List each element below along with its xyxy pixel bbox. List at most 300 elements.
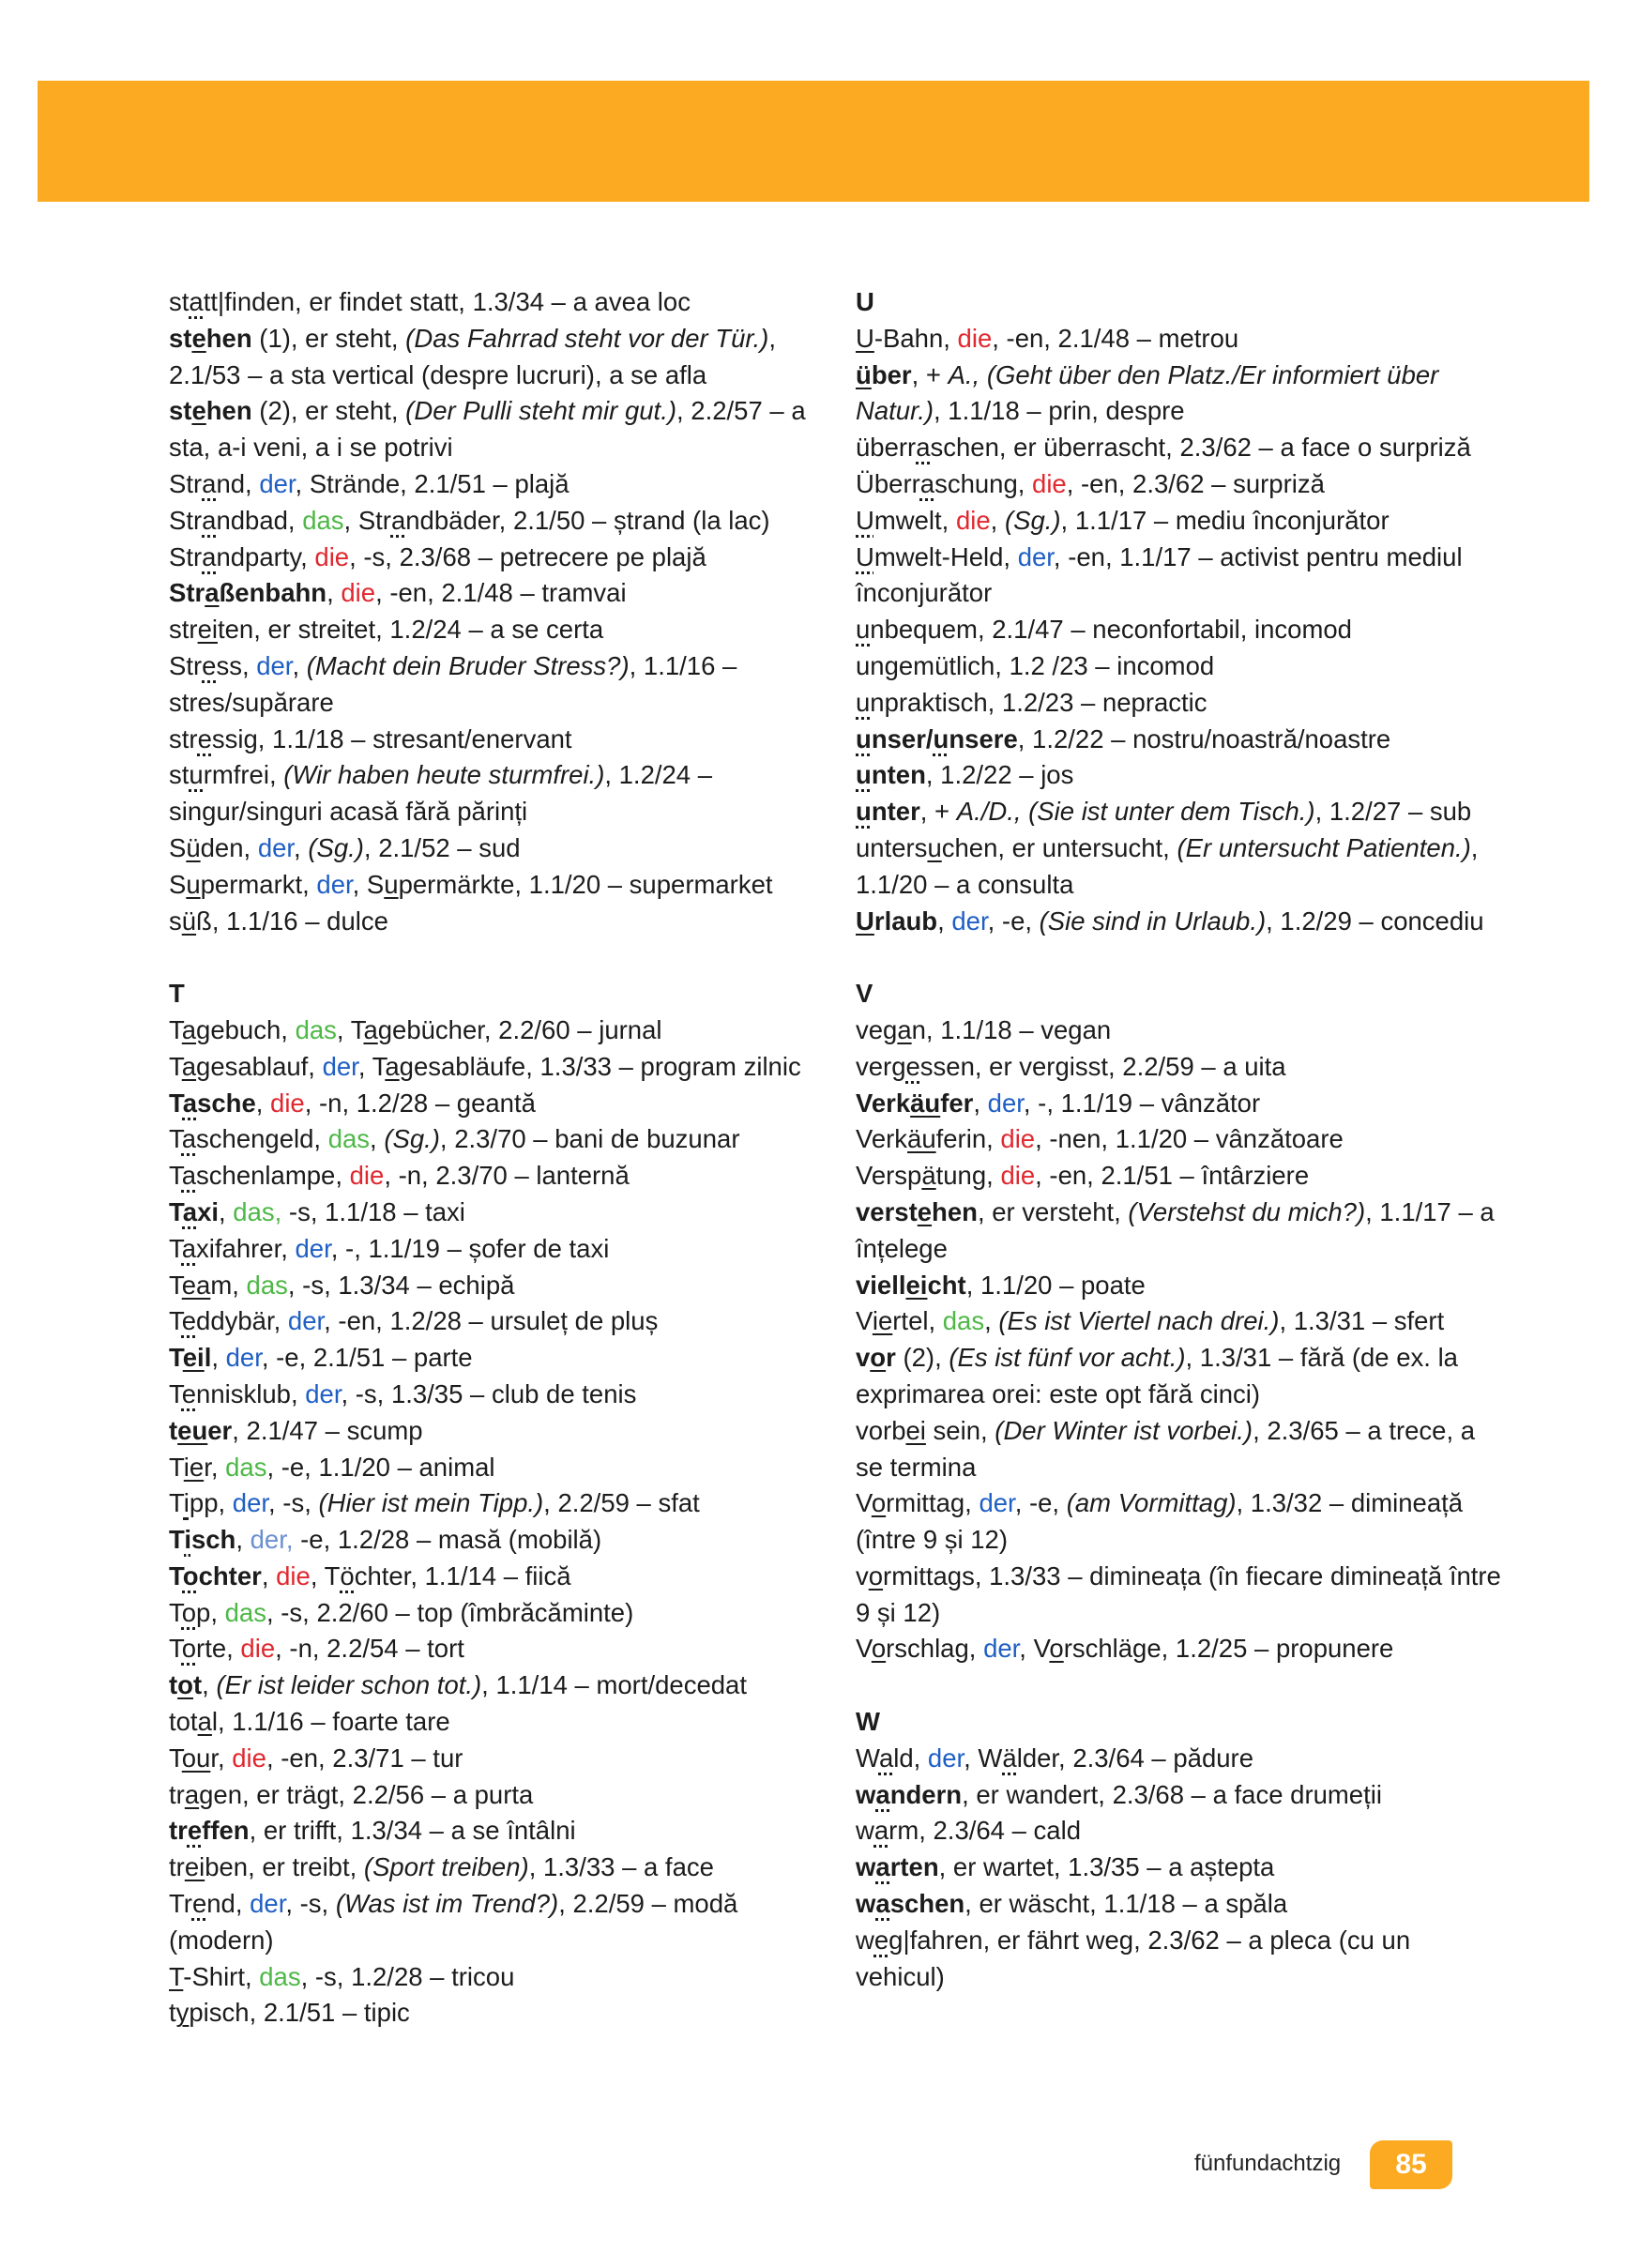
- entry-text: a: [181, 1051, 197, 1081]
- entry-text: e: [873, 1925, 889, 1955]
- glossary-entry: [856, 1559, 1503, 1632]
- entry-text: e: [917, 1196, 933, 1226]
- entry-text: a: [181, 1014, 197, 1044]
- entry-text: , 1.3/32 – dimineață (între 9 și 12): [856, 1488, 1464, 1555]
- entry-text: T: [169, 1452, 184, 1482]
- entry-text: ssig, 1.1/18 – stresant/enervant: [211, 723, 572, 753]
- entry-text: (Was ist im Trend?): [335, 1889, 559, 1919]
- entry-text: a: [182, 1196, 198, 1226]
- glossary-entry: [169, 503, 816, 540]
- entry-text: Verk: [856, 1124, 908, 1154]
- glossary-entry: [169, 830, 816, 867]
- entry-text: das: [942, 1306, 985, 1336]
- glossary-column-right: [856, 284, 1503, 2032]
- entry-text: , -en, 2.1/48 – metrou: [992, 323, 1239, 353]
- entry-text: T: [169, 1306, 182, 1336]
- entry-text: die: [232, 1743, 266, 1773]
- entry-text: u: [927, 832, 942, 862]
- entry-text: viell: [856, 1270, 906, 1300]
- entry-text: nnisklub,: [196, 1378, 306, 1408]
- entry-text: s: [169, 906, 182, 936]
- entry-text: o: [181, 1634, 197, 1664]
- entry-text: , 1.1/17 – mediu înconjurător: [1060, 505, 1390, 535]
- entry-text: , 2.2/59 – sfat: [543, 1488, 700, 1518]
- entry-text: ßenbahn: [219, 578, 327, 608]
- entry-text: , 1.1/16 – stres/supărare: [169, 650, 737, 717]
- glossary-entry: [856, 1303, 1503, 1340]
- glossary-entry: [169, 1595, 816, 1632]
- glossary-entry: [856, 1012, 1503, 1049]
- entry-text: pisch, 2.1/51 – tipic: [189, 1998, 410, 2028]
- entry-text: i: [184, 1525, 191, 1555]
- section-letter: T: [169, 979, 185, 1009]
- entry-text: ,: [235, 1525, 251, 1555]
- entry-text: ei: [182, 1343, 205, 1373]
- entry-text: ss,: [216, 650, 257, 680]
- glossary-entry: [169, 1195, 816, 1231]
- glossary-entry: [169, 284, 816, 321]
- entry-text: sch: [190, 1525, 236, 1555]
- entry-text: st: [169, 396, 192, 426]
- glossary-entry: [856, 722, 1503, 758]
- entry-text: rmittag,: [886, 1488, 980, 1518]
- entry-text: w: [856, 1816, 874, 1846]
- entry-text: , W: [964, 1743, 1003, 1773]
- entry-text: verg: [856, 1051, 906, 1081]
- entry-text: u: [856, 760, 872, 790]
- entry-text: Tr: [169, 1889, 192, 1919]
- entry-text: lder, 2.3/64 – pădure: [1016, 1743, 1253, 1773]
- entry-text: die: [314, 541, 350, 571]
- entry-text: , er wandert, 2.3/68 – a face drumeții: [962, 1779, 1382, 1809]
- entry-text: g|fahren, er fährt weg, 2.3/62 – a pleca (cu un vehicul): [856, 1925, 1411, 1991]
- entry-text: rschlag,: [886, 1634, 984, 1664]
- entry-text: n, 1.1/18 – vegan: [911, 1014, 1112, 1044]
- entry-text: -s, 1.1/18 – taxi: [281, 1196, 465, 1226]
- glossary-entry: [856, 466, 1503, 503]
- entry-text: w: [856, 1889, 876, 1919]
- entry-text: ü: [856, 359, 872, 389]
- entry-text: Versp: [856, 1161, 922, 1191]
- entry-text: u: [856, 615, 871, 645]
- entry-text: , 1.1/20 – a consulta: [856, 832, 1479, 899]
- entry-text: der: [983, 1634, 1020, 1664]
- entry-text: -e, 1.2/28 – masă (mobilă): [293, 1525, 602, 1555]
- glossary-entry: [856, 648, 1503, 685]
- entry-text: , 1.2/24 – singur/singuri acasă fără părinți: [169, 760, 713, 827]
- entry-text: die: [349, 1161, 385, 1191]
- entry-text: , -nen, 1.1/20 – vânzătoare: [1035, 1124, 1344, 1154]
- glossary-entry: [169, 612, 816, 648]
- entry-text: m,: [210, 1270, 247, 1300]
- entry-text: unters: [856, 832, 928, 862]
- entry-text: , -e, 1.1/20 – animal: [266, 1452, 495, 1482]
- entry-text: T: [169, 1124, 182, 1154]
- glossary-entry: [856, 830, 1503, 904]
- entry-text: U: [856, 541, 874, 571]
- entry-text: die: [276, 1560, 311, 1591]
- entry-text: , 1.3/31 – fără (de ex. la exprimarea orei: este opt fără cinci): [856, 1343, 1458, 1408]
- entry-text: (1), er steht,: [251, 323, 406, 353]
- entry-text: ,: [937, 906, 952, 936]
- entry-text: ber: [871, 359, 912, 389]
- entry-text: (2),: [895, 1343, 949, 1373]
- glossary-entry: [169, 648, 816, 722]
- entry-text: ie: [872, 1306, 893, 1336]
- entry-text: (2), er steht,: [251, 396, 406, 426]
- entry-text: fer: [940, 1088, 974, 1118]
- entry-text: (Sg.): [384, 1124, 440, 1154]
- glossary-entry: [856, 1849, 1503, 1886]
- entry-text: ei: [905, 1415, 926, 1445]
- glossary-entry: [169, 1049, 816, 1086]
- entry-text: t: [169, 1998, 176, 2028]
- entry-text: Str: [169, 505, 203, 535]
- entry-text: st: [169, 760, 190, 790]
- glossary-entry: [169, 1231, 816, 1268]
- entry-text: a: [181, 1233, 197, 1263]
- entry-text: r,: [204, 1452, 226, 1482]
- entry-text: ei: [184, 1852, 205, 1882]
- glossary-section: [856, 976, 1503, 1667]
- entry-text: die: [1000, 1161, 1036, 1191]
- entry-text: nbequem, 2.1/47 – neconfortabil, incomod: [870, 615, 1352, 645]
- entry-text: mwelt-Held,: [873, 541, 1018, 571]
- entry-text: rschläge, 1.2/25 – propunere: [1063, 1634, 1394, 1664]
- entry-text: a: [182, 1088, 198, 1118]
- glossary-entry: [169, 1413, 816, 1450]
- entry-text: gen, er trägt, 2.2/56 – a purta: [199, 1779, 534, 1809]
- glossary-entry: [856, 503, 1503, 540]
- entry-text: ö: [340, 1560, 355, 1591]
- glossary-entry: [856, 1777, 1503, 1814]
- entry-text: ffen: [202, 1816, 250, 1846]
- entry-text: , -en, 1.1/17 – activist pentru mediul înconjurător: [856, 541, 1463, 608]
- entry-text: T: [169, 1233, 182, 1263]
- entry-text: , 2.2/59 – modă (modern): [169, 1889, 738, 1955]
- entry-text: pp,: [189, 1488, 233, 1518]
- entry-text: nsere: [949, 723, 1018, 753]
- entry-text: , -e,: [1014, 1488, 1067, 1518]
- glossary-entry: [856, 1158, 1503, 1195]
- entry-text: (Wir haben heute sturmfrei.): [283, 760, 605, 790]
- glossary-entry: [856, 321, 1503, 358]
- entry-text: l: [204, 1343, 212, 1373]
- entry-text: nd,: [216, 468, 260, 498]
- entry-text: V: [856, 1634, 872, 1664]
- header-banner: [38, 81, 1589, 202]
- glossary-entry: [169, 1704, 816, 1741]
- entry-text: st: [169, 287, 190, 316]
- entry-text: , -, 1.1/19 – vânzător: [1023, 1088, 1261, 1118]
- entry-text: U: [856, 906, 874, 936]
- glossary-entry: [169, 1012, 816, 1049]
- glossary-entry: [856, 430, 1503, 466]
- entry-text: ben, er treibt,: [205, 1852, 364, 1882]
- entry-text: das: [259, 1961, 301, 1991]
- entry-text: ,: [370, 1124, 385, 1154]
- entry-text: nten: [871, 760, 926, 790]
- glossary-entry: [856, 1741, 1503, 1777]
- entry-text: gesabläufe, 1.3/33 – program zilnic: [399, 1051, 801, 1081]
- glossary-entry: [169, 1086, 816, 1122]
- entry-text: a: [181, 1161, 197, 1191]
- entry-text: U: [856, 505, 874, 535]
- entry-text: das: [246, 1270, 288, 1300]
- glossary-entry: [856, 612, 1503, 648]
- entry-text: e: [181, 1378, 197, 1408]
- entry-text: rte,: [196, 1634, 241, 1664]
- entry-text: u: [186, 869, 201, 899]
- entry-text: tung,: [935, 1161, 1001, 1191]
- entry-text: , -en, 2.1/51 – întârziere: [1035, 1161, 1310, 1191]
- entry-text: verst: [856, 1196, 918, 1226]
- entry-text: , 1.1/20 – poate: [965, 1270, 1146, 1300]
- entry-text: w: [856, 1925, 874, 1955]
- entry-text: rlaub: [873, 906, 938, 936]
- entry-text: nter: [871, 797, 920, 827]
- glossary-entry: [169, 1631, 816, 1667]
- entry-text: eu: [177, 1415, 208, 1445]
- entry-text: die: [270, 1088, 305, 1118]
- entry-text: S: [169, 869, 187, 899]
- entry-text: T: [169, 1196, 183, 1226]
- entry-text: S: [169, 832, 187, 862]
- glossary-entry: [169, 466, 816, 503]
- entry-text: , 2.1/53 – a sta vertical (despre lucruri), a se afla: [169, 323, 776, 389]
- entry-text: o: [871, 1634, 887, 1664]
- entry-text: a: [873, 1816, 889, 1846]
- entry-text: ungemütlich, 1.2 /23 – incomod: [856, 650, 1215, 680]
- entry-text: e: [191, 1889, 207, 1919]
- entry-text: u: [856, 687, 871, 717]
- entry-text: ea: [181, 1270, 211, 1300]
- entry-text: str: [169, 723, 198, 753]
- entry-text: npraktisch, 1.2/23 – nepractic: [870, 687, 1207, 717]
- entry-text: ß, 1.1/16 – dulce: [196, 906, 388, 936]
- glossary-entry: [169, 1485, 816, 1522]
- entry-text: , -e,: [987, 906, 1040, 936]
- entry-text: ,: [294, 832, 309, 862]
- glossary-entry: [169, 904, 816, 940]
- entry-text: ,: [202, 1670, 217, 1700]
- entry-text: (Er untersucht Patienten.): [1177, 832, 1471, 862]
- glossary-entry: [169, 1777, 816, 1814]
- entry-text: Str: [169, 541, 203, 571]
- entry-text: , -s, 1.3/34 – echipă: [287, 1270, 515, 1300]
- entry-text: das: [327, 1124, 371, 1154]
- entry-text: (Er ist leider schon tot.): [216, 1670, 482, 1700]
- entry-text: die: [1032, 468, 1067, 498]
- entry-text: schung,: [934, 468, 1033, 498]
- entry-text: T: [169, 1525, 185, 1555]
- glossary-entry: [856, 1086, 1503, 1122]
- entry-text: , -, 1.1/19 – șofer de taxi: [330, 1233, 610, 1263]
- entry-text: T: [169, 1088, 183, 1118]
- entry-text: , 2.1/47 – scump: [232, 1415, 423, 1445]
- entry-text: Str: [169, 468, 203, 498]
- entry-text: o: [1049, 1634, 1064, 1664]
- glossary-entry: [169, 1741, 816, 1777]
- entry-text: e: [197, 723, 212, 753]
- entry-text: gebuch,: [196, 1014, 296, 1044]
- entry-text: (Der Pulli steht mir gut.): [405, 396, 676, 426]
- entry-text: der: [259, 468, 296, 498]
- glossary-entry: [169, 1377, 816, 1413]
- entry-text: , +: [919, 797, 957, 827]
- entry-text: u: [856, 723, 872, 753]
- entry-text: (Es ist fünf vor acht.): [949, 1343, 1186, 1373]
- glossary-entry: [169, 1995, 816, 2032]
- entry-text: T: [169, 1743, 182, 1773]
- entry-text: ü: [186, 832, 201, 862]
- entry-text: a: [897, 1014, 912, 1044]
- entry-text: (Sg.): [1004, 505, 1061, 535]
- entry-text: das: [302, 505, 344, 535]
- entry-text: (Macht dein Bruder Stress?): [306, 650, 630, 680]
- entry-text: , 1.2/29 – concediu: [1266, 906, 1484, 936]
- entry-text: (Sport treiben): [363, 1852, 529, 1882]
- entry-text: a: [202, 505, 217, 535]
- glossary-entry: [856, 1485, 1503, 1559]
- entry-text: , er wäscht, 1.1/18 – a spăla: [964, 1889, 1288, 1919]
- glossary-entry: [169, 321, 816, 394]
- glossary-entry: [169, 1667, 816, 1704]
- entry-text: T: [169, 1051, 182, 1081]
- entry-text: tt|finden, er findet statt, 1.3/34 – a avea loc: [203, 287, 691, 316]
- entry-text: a: [189, 287, 204, 316]
- glossary-entry: [169, 1158, 816, 1195]
- entry-text: chter: [198, 1560, 262, 1591]
- entry-text: (Verstehst du mich?): [1128, 1196, 1366, 1226]
- glossary-entry: [856, 1268, 1503, 1304]
- glossary-entry: [169, 1450, 816, 1486]
- entry-text: a: [181, 1124, 197, 1154]
- entry-text: u: [933, 723, 949, 753]
- entry-text: t: [169, 1415, 178, 1445]
- entry-text: , 2.3/70 – bani de buzunar: [439, 1124, 740, 1154]
- entry-text: a: [916, 433, 931, 463]
- entry-text: permarkt,: [200, 869, 317, 899]
- section-letter: U: [856, 287, 874, 316]
- entry-text: tr: [169, 1852, 185, 1882]
- entry-text: ,: [211, 1343, 226, 1373]
- entry-text: , er wartet, 1.3/35 – a aștepta: [938, 1852, 1275, 1882]
- entry-text: T: [169, 1634, 182, 1664]
- glossary-entry: [856, 1049, 1503, 1086]
- glossary-entry: [169, 1121, 816, 1158]
- entry-text: , 1.3/31 – sfert: [1279, 1306, 1445, 1336]
- glossary-entry: [169, 1268, 816, 1304]
- entry-text: xi: [197, 1196, 219, 1226]
- entry-text: Str: [169, 650, 203, 680]
- entry-text: der: [951, 906, 988, 936]
- entry-text: , Str: [343, 505, 391, 535]
- entry-text: , Strände, 2.1/51 – plajă: [295, 468, 570, 498]
- entry-text: T: [169, 1270, 182, 1300]
- entry-text: äu: [910, 1088, 941, 1118]
- entry-text: , -s,: [268, 1488, 319, 1518]
- section-letter: W: [856, 1707, 880, 1737]
- entry-text: vorb: [856, 1415, 906, 1445]
- entry-text: -Bahn,: [873, 323, 958, 353]
- entry-text: o: [871, 1488, 887, 1518]
- entry-text: ssen, er vergisst, 2.2/59 – a uita: [919, 1051, 1286, 1081]
- entry-text: V: [856, 1306, 873, 1336]
- entry-text: , -s, 1.2/28 – tricou: [300, 1961, 515, 1991]
- glossary-entry: [856, 1195, 1503, 1268]
- entry-text: der: [316, 869, 353, 899]
- entry-text: ,: [990, 505, 1005, 535]
- glossary-entry: [169, 1813, 816, 1849]
- entry-text: e: [191, 396, 206, 426]
- entry-text: hen: [932, 1196, 978, 1226]
- entry-text: hen: [205, 323, 252, 353]
- entry-text: , 2.3/65 – a trece, a se termina: [856, 1415, 1476, 1482]
- entry-text: der: [1017, 541, 1054, 571]
- entry-text: Verk: [856, 1088, 911, 1118]
- entry-text: gesablauf,: [196, 1051, 323, 1081]
- entry-text: der: [927, 1743, 964, 1773]
- glossary-entry: [169, 393, 816, 466]
- entry-text: , +: [911, 359, 949, 389]
- glossary-entry: [856, 904, 1503, 940]
- entry-text: , -n, 2.3/70 – lanternă: [384, 1161, 630, 1191]
- glossary-entry: [169, 1340, 816, 1377]
- entry-text: ie: [183, 1452, 205, 1482]
- entry-text: , S: [352, 869, 385, 899]
- entry-text: , -n, 1.2/28 – geantă: [304, 1088, 536, 1118]
- entry-text: (Der Winter ist vorbei.): [995, 1415, 1253, 1445]
- entry-text: T: [169, 1488, 184, 1518]
- entry-text: gebücher, 2.2/60 – jurnal: [377, 1014, 662, 1044]
- entry-text: Überr: [856, 468, 920, 498]
- entry-text: das: [295, 1014, 337, 1044]
- page-number-badge: [1370, 2140, 1452, 2189]
- entry-text: den,: [200, 832, 258, 862]
- glossary-entry: [169, 867, 816, 904]
- entry-text: e: [191, 323, 206, 353]
- entry-text: (Das Fahrrad steht vor der Tür.): [405, 323, 769, 353]
- entry-text: xifahrer,: [196, 1233, 296, 1263]
- glossary-entry: [856, 757, 1503, 794]
- entry-text: a: [202, 541, 217, 571]
- entry-text: o: [181, 1597, 197, 1627]
- entry-text: a: [875, 1889, 890, 1919]
- entry-text: er: [207, 1415, 233, 1445]
- entry-text: permärkte, 1.1/20 – supermarket: [398, 869, 773, 899]
- entry-text: t: [192, 1670, 203, 1700]
- entry-text: A., (Geht über den Platz./Er informiert über Natur.): [856, 359, 1439, 426]
- entry-text: o: [868, 1560, 884, 1591]
- entry-text: , 1.2/22 – nostru/noastră/noastre: [1017, 723, 1391, 753]
- entry-text: T: [169, 1378, 182, 1408]
- entry-text: der: [287, 1306, 325, 1336]
- entry-text: rten: [889, 1852, 939, 1882]
- entry-text: a: [184, 1779, 200, 1809]
- entry-text: rtel,: [892, 1306, 943, 1336]
- entry-text: a: [390, 505, 406, 535]
- entry-text: ndbad,: [216, 505, 303, 535]
- entry-text: hen: [205, 396, 252, 426]
- entry-text: -Shirt,: [183, 1961, 260, 1991]
- entry-text: chen, er untersucht,: [941, 832, 1177, 862]
- entry-text: mwelt,: [873, 505, 956, 535]
- entry-text: e: [202, 650, 217, 680]
- entry-text: tr: [169, 1779, 185, 1809]
- entry-text: ddybär,: [196, 1306, 288, 1336]
- entry-text: überr: [856, 433, 917, 463]
